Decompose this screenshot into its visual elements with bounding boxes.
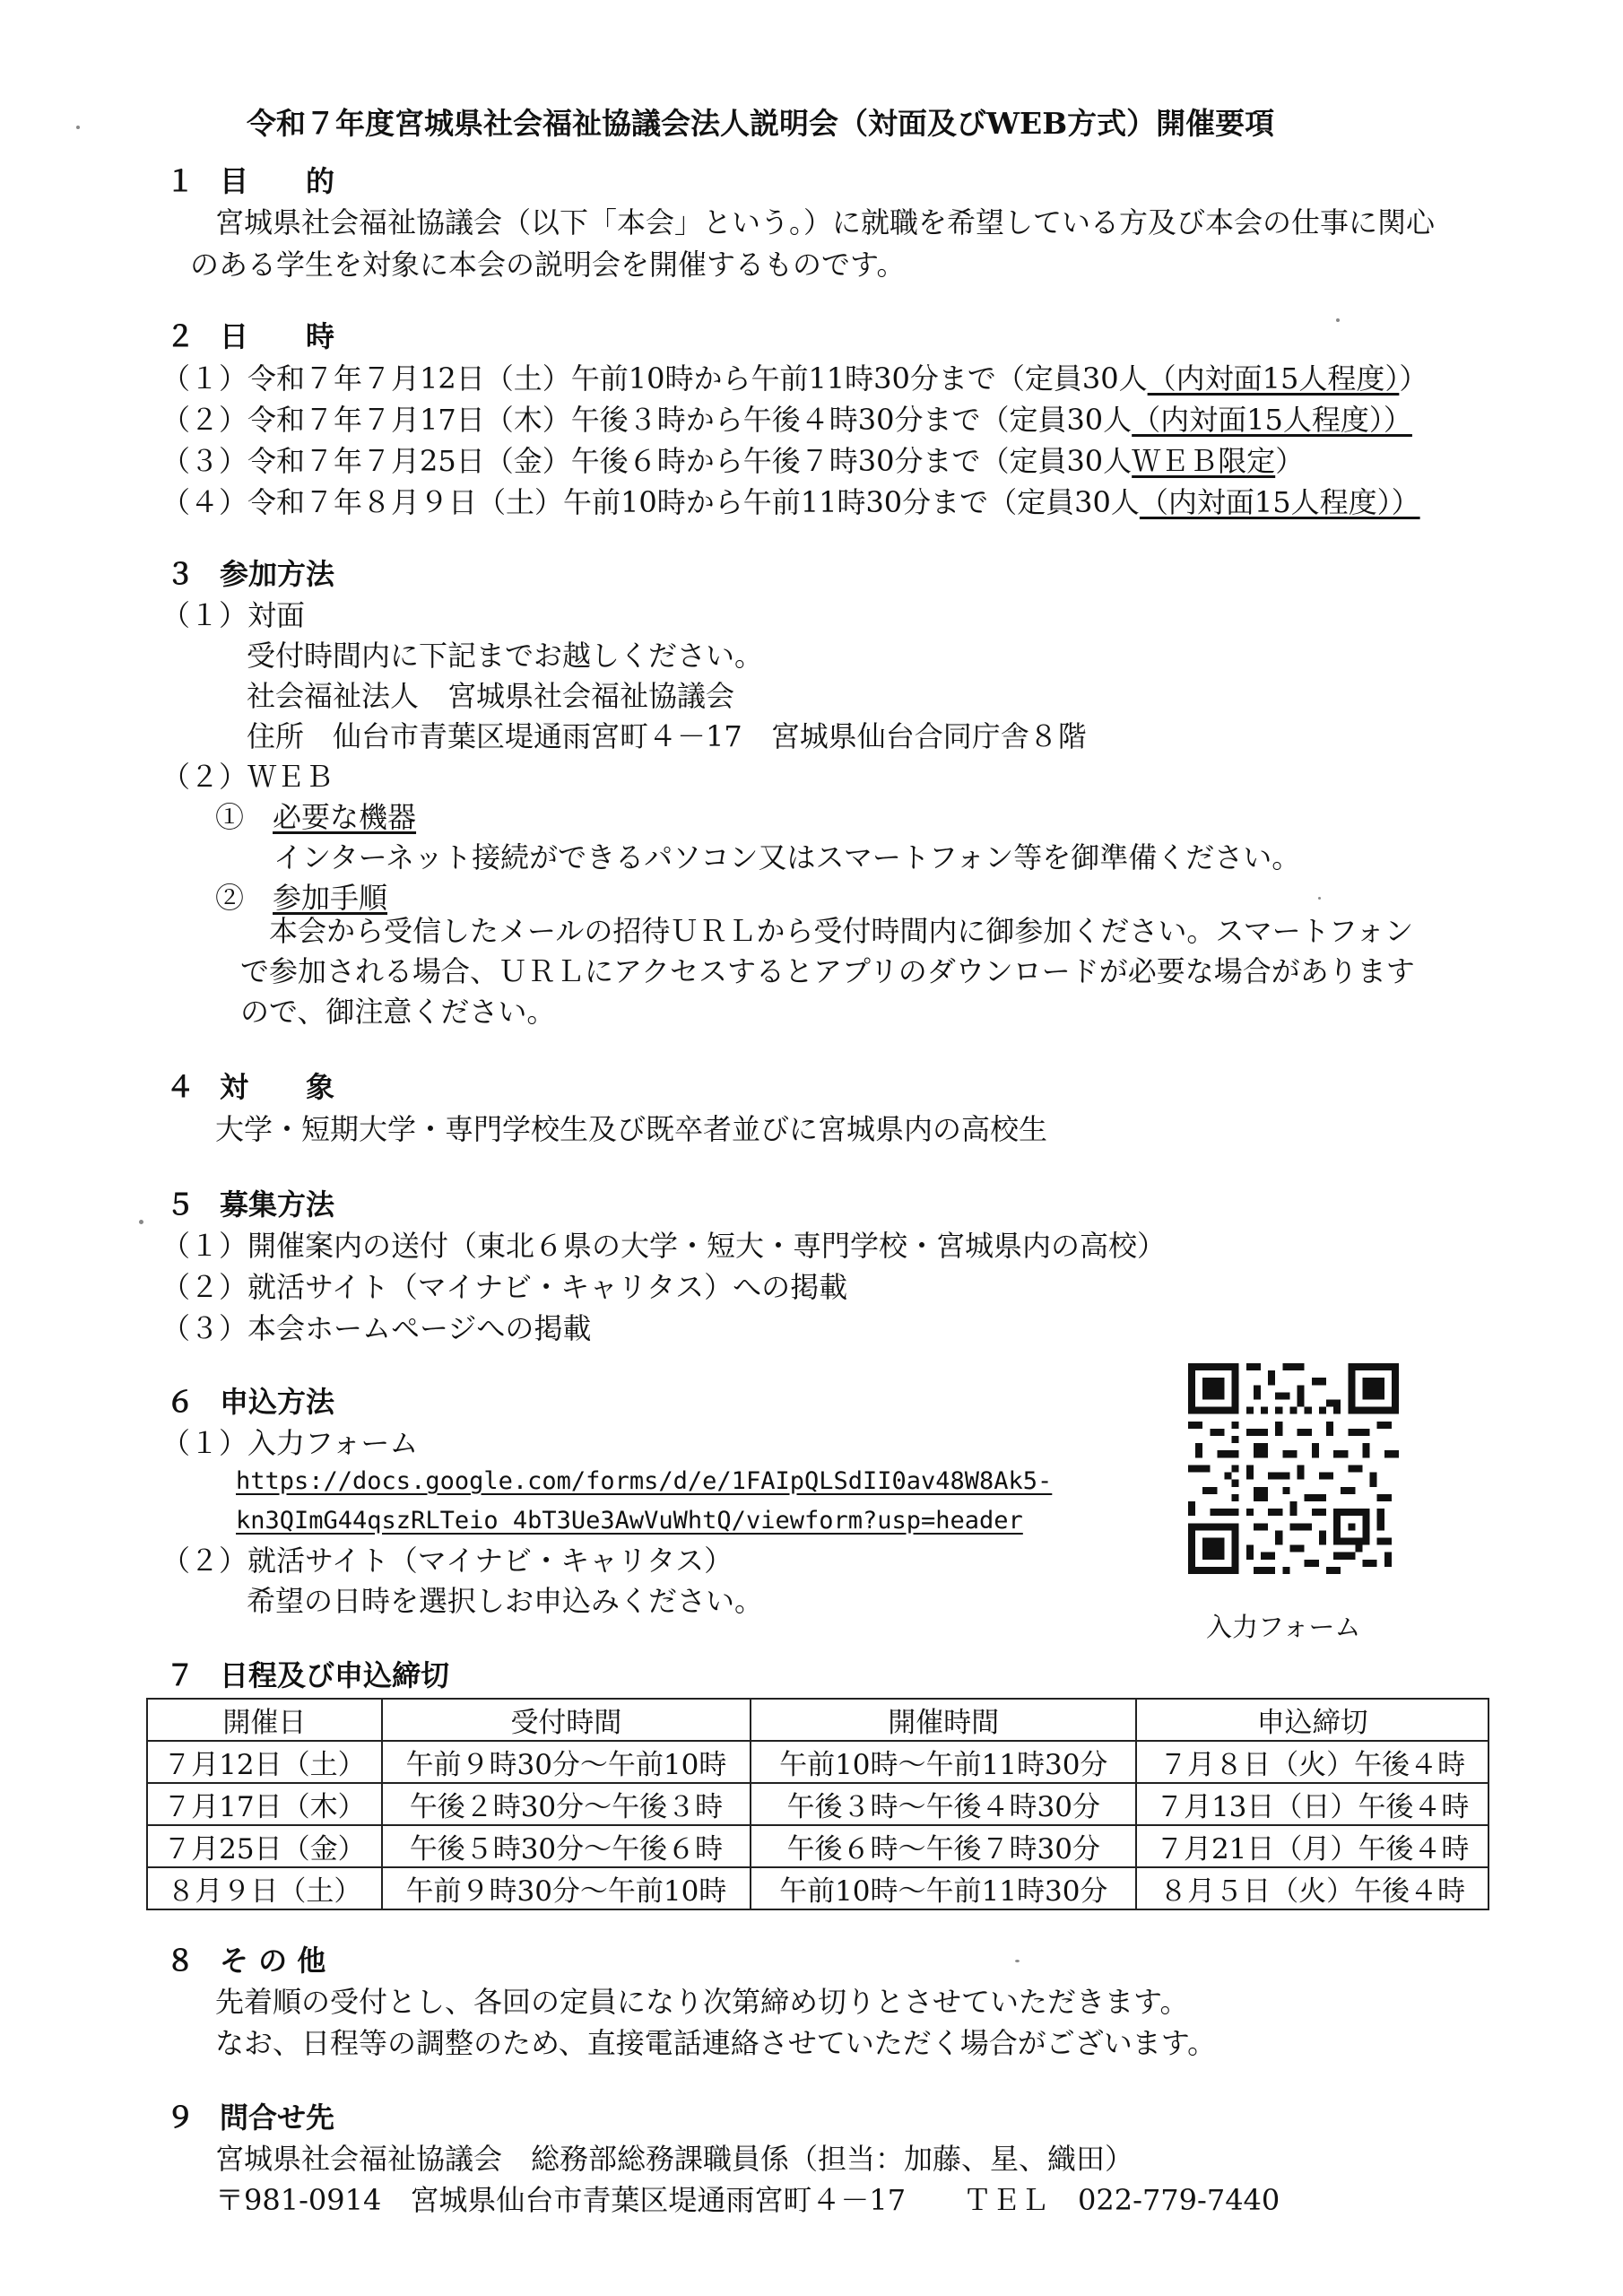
schedule-capacity-note: ＷＥＢ限定	[1132, 444, 1276, 478]
form-url-line-2[interactable]: kn3QImG44qszRLTeio_4bT3Ue3AwVuWhtQ/viewform?usp=header	[236, 1507, 1023, 1535]
qr-code-icon[interactable]	[1188, 1363, 1399, 1574]
column-header: 開催日	[147, 1699, 382, 1741]
schedule-item	[161, 361, 1428, 396]
subsection-label: （２）ＷＥＢ	[161, 760, 334, 794]
list-item: （２）就活サイト（マイナビ・キャリタス）	[161, 1544, 733, 1578]
paragraph-line: なお、日程等の調整のため、直接電話連絡させていただく場合がございます。	[215, 2026, 1217, 2060]
paragraph-line: 希望の日時を選択しお申込みください。	[247, 1584, 764, 1618]
section-6-heading	[166, 1384, 334, 1420]
schedule-text: （１）令和７年７月12日（土）午前10時から午前11時30分まで（定員30人	[161, 361, 1148, 396]
paragraph-line: 宮城県社会福祉協議会（以下「本会」という。）に就職を希望している方及び本会の仕事に関心	[215, 205, 1436, 239]
section-number: ２	[166, 319, 195, 353]
section-number: ８	[166, 1944, 195, 1978]
table-cell: 午前10時～午前11時30分	[751, 1867, 1136, 1909]
circled-item-1	[215, 799, 416, 835]
paragraph-line: 社会福祉法人 宮城県社会福祉協議会	[247, 679, 735, 713]
schedule-capacity-note: （内対面15人程度）	[1147, 361, 1400, 396]
schedule-item	[161, 402, 1412, 438]
schedule-text-end: ）	[1275, 444, 1305, 478]
section-title: 日程及び申込締切	[220, 1658, 450, 1692]
table-cell: 午前９時30分～午前10時	[382, 1741, 751, 1783]
table-row	[147, 1867, 1488, 1909]
table-cell: ７月25日（金）	[147, 1825, 382, 1867]
section-number: ９	[166, 2100, 195, 2135]
table-cell: ７月21日（月）午後４時	[1136, 1825, 1488, 1867]
section-8-heading	[166, 1943, 325, 1979]
schedule-capacity-note: （内対面15人程度））	[1132, 403, 1412, 437]
schedule-text: （２）令和７年７月17日（木）午後３時から午後４時30分まで（定員30人	[161, 403, 1133, 437]
paragraph-line: 受付時間内に下記までお越しください。	[247, 639, 764, 673]
schedule-capacity-note: （内対面15人程度））	[1139, 485, 1420, 519]
schedule-table	[146, 1698, 1489, 1910]
table-cell: ８月９日（土）	[147, 1867, 382, 1909]
section-2-heading	[166, 318, 334, 354]
section-9-heading	[166, 2100, 334, 2135]
section-title: 対 象	[220, 1070, 335, 1104]
section-1-heading	[166, 163, 334, 199]
paragraph-line: 大学・短期大学・専門学校生及び既卒者並びに宮城県内の高校生	[215, 1112, 1048, 1146]
column-header: 開催時間	[751, 1699, 1136, 1741]
section-number: １	[166, 164, 195, 198]
table-cell: 午前９時30分～午前10時	[382, 1867, 751, 1909]
scan-speck	[1318, 897, 1321, 900]
section-title: 参加方法	[220, 557, 335, 591]
table-cell: ７月13日（日）午後４時	[1136, 1783, 1488, 1825]
table-row	[147, 1783, 1488, 1825]
item-title: 必要な機器	[273, 800, 417, 834]
section-5-heading	[166, 1187, 334, 1222]
contact-line: 宮城県社会福祉協議会 総務部総務課職員係（担当：加藤、星、織田）	[215, 2142, 1134, 2176]
subsection-label: （１）対面	[161, 598, 306, 632]
schedule-item	[161, 484, 1420, 520]
list-item: （１）開催案内の送付（東北６県の大学・短大・専門学校・宮城県内の高校）	[161, 1229, 1167, 1263]
section-number: ４	[166, 1070, 195, 1104]
document-title: 令和７年度宮城県社会福祉協議会法人説明会（対面及びWEB方式）開催要項	[247, 106, 1275, 141]
section-title: 日 時	[220, 319, 335, 353]
table-cell: 午後２時30分～午後３時	[382, 1783, 751, 1825]
table-row	[147, 1825, 1488, 1867]
circled-number: ②	[215, 881, 245, 915]
list-item: （１）入力フォーム	[161, 1426, 419, 1460]
schedule-text: （４）令和７年８月９日（土）午前10時から午前11時30分まで（定員30人	[161, 485, 1140, 519]
column-header: 申込締切	[1136, 1699, 1488, 1741]
contact-address-line: 〒981-0914 宮城県仙台市青葉区堤通雨宮町４－17 ＴＥＬ 022-779-7440	[215, 2183, 1280, 2217]
paragraph-line: インターネット接続ができるパソコン又はスマートフォン等を御準備ください。	[273, 840, 1301, 874]
table-cell: 午前10時～午前11時30分	[751, 1741, 1136, 1783]
table-cell: 午後６時～午後７時30分	[751, 1825, 1136, 1867]
scan-speck	[1015, 1960, 1020, 1962]
section-3-heading	[166, 556, 334, 592]
section-number: ５	[166, 1187, 195, 1222]
schedule-text: （３）令和７年７月25日（金）午後６時から午後７時30分まで（定員30人	[161, 444, 1133, 478]
circled-item-2	[215, 880, 387, 916]
column-header: 受付時間	[382, 1699, 751, 1741]
table-cell: ８月５日（火）午後４時	[1136, 1867, 1488, 1909]
section-title: 募集方法	[220, 1187, 335, 1222]
section-number: ３	[166, 557, 195, 591]
paragraph-line: 本会から受信したメールの招待ＵＲＬから受付時間内に御参加ください。スマートフォン	[269, 914, 1414, 948]
table-cell: ７月８日（火）午後４時	[1136, 1741, 1488, 1783]
section-4-heading	[166, 1069, 334, 1105]
paragraph-line: で参加される場合、ＵＲＬにアクセスするとアプリのダウンロードが必要な場合があります	[240, 954, 1415, 988]
circled-number: ①	[215, 800, 245, 834]
table-cell: 午後５時30分～午後６時	[382, 1825, 751, 1867]
address-line: 住所 仙台市青葉区堤通雨宮町４－17 宮城県仙台合同庁舎８階	[247, 719, 1087, 753]
section-number: ６	[166, 1385, 195, 1419]
table-cell: ７月17日（木）	[147, 1783, 382, 1825]
form-url-line-1[interactable]: https://docs.google.com/forms/d/e/1FAIpQLSdII0av48W8Ak5-	[236, 1467, 1053, 1495]
section-title: 申込方法	[220, 1385, 335, 1419]
qr-caption: 入力フォーム	[1206, 1612, 1361, 1642]
scan-speck	[1336, 318, 1340, 322]
scan-speck	[76, 126, 80, 129]
section-number: ７	[166, 1658, 195, 1692]
section-title: そ の 他	[220, 1944, 326, 1978]
table-header-row	[147, 1699, 1488, 1741]
table-cell: 午後３時～午後４時30分	[751, 1783, 1136, 1825]
section-title: 目 的	[220, 164, 335, 198]
list-item: （３）本会ホームページへの掲載	[161, 1311, 592, 1345]
list-item: （２）就活サイト（マイナビ・キャリタス）への掲載	[161, 1270, 848, 1304]
table-cell: ７月12日（土）	[147, 1741, 382, 1783]
scan-speck	[139, 1220, 143, 1224]
section-title: 問合せ先	[220, 2100, 335, 2135]
paragraph-line: ので、御注意ください。	[240, 995, 556, 1029]
table-row	[147, 1741, 1488, 1783]
paragraph-line: のある学生を対象に本会の説明会を開催するものです。	[190, 248, 906, 282]
section-7-heading	[166, 1657, 449, 1693]
paragraph-line: 先着順の受付とし、各回の定員になり次第締め切りとさせていただきます。	[215, 1985, 1189, 2019]
item-title: 参加手順	[273, 881, 388, 915]
schedule-item	[161, 443, 1304, 479]
schedule-text-end: ）	[1399, 361, 1428, 396]
